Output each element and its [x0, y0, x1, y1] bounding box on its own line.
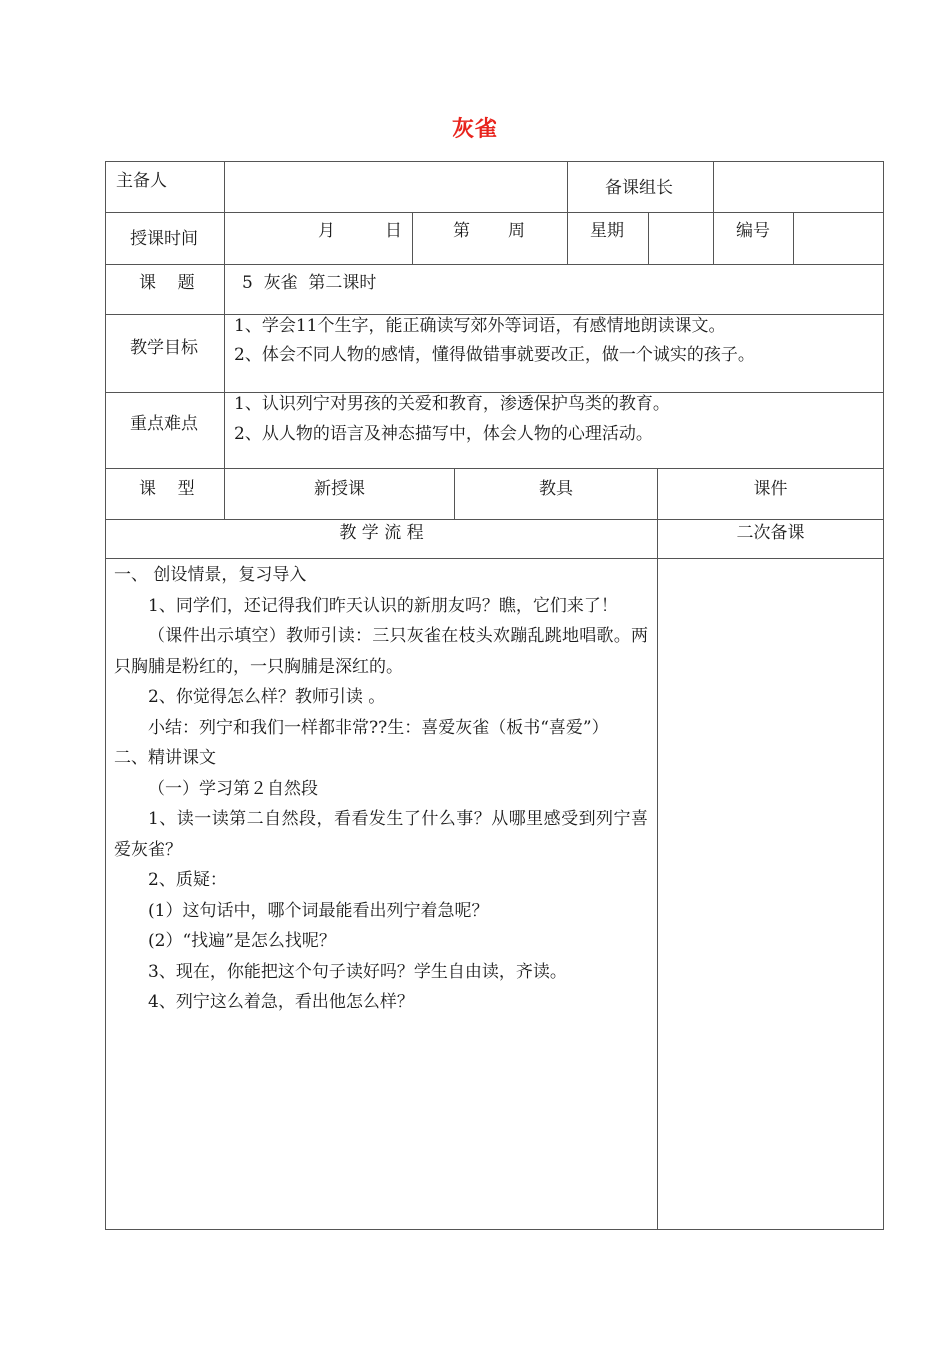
row-divider — [105, 558, 884, 559]
col-divider — [224, 161, 225, 519]
flow-header: 教 学 流 程 — [339, 523, 424, 543]
goal-item: 1、学会11个生字，能正确读写郊外等词语，有感情地朗读课文。 — [234, 316, 726, 336]
table-border-bottom — [105, 1229, 884, 1230]
document-title: 灰雀 — [451, 117, 498, 142]
col-divider — [793, 212, 794, 264]
time-label: 授课时间 — [130, 229, 198, 249]
flow-paragraph: (2）“找遍”是怎么找呢？ — [148, 931, 336, 951]
col-divider — [567, 161, 568, 213]
key-points-label: 重点难点 — [130, 414, 198, 434]
flow-section-heading: 一、 创设情景，复习导入 — [114, 565, 307, 585]
month-label: 月 — [318, 221, 335, 241]
week-suffix: 周 — [508, 221, 525, 241]
row-divider — [105, 212, 884, 213]
flow-section-heading: 二、精讲课文 — [114, 748, 216, 768]
lesson-type-value: 新授课 — [314, 479, 365, 499]
flow-paragraph: 2、质疑： — [148, 870, 227, 890]
flow-paragraph: 2、你觉得怎么样？教师引读 。 — [148, 687, 386, 707]
row-divider — [105, 468, 884, 469]
flow-paragraph: 小结：列宁和我们一样都非常??生：喜爱灰雀（板书“喜爱”） — [148, 717, 609, 738]
goal-item: 2、体会不同人物的感情，懂得做错事就要改正，做一个诚实的孩子。 — [234, 345, 755, 365]
second-prep-header: 二次备课 — [736, 523, 805, 543]
weekday-label: 星期 — [590, 221, 624, 241]
group-leader-label: 备课组长 — [605, 178, 673, 198]
key-point-item: 2、从人物的语言及神态描写中，体会人物的心理活动。 — [234, 424, 653, 444]
col-divider — [657, 468, 658, 1230]
row-divider — [105, 314, 884, 315]
table-border-right — [883, 161, 884, 1230]
flow-paragraph: 4、列宁这么着急，看出他怎么样？ — [148, 992, 414, 1012]
lesson-type-label: 课 型 — [139, 479, 195, 499]
col-divider — [412, 212, 413, 264]
col-divider — [648, 212, 649, 264]
topic-value: 5 灰雀 第二课时 — [242, 273, 377, 293]
flow-paragraph: 1、读一读第二自然段，看看发生了什么事？从哪里感受到列宁喜爱灰雀？ — [114, 809, 648, 860]
table-border-top — [105, 161, 884, 162]
tools-label: 教具 — [539, 479, 573, 499]
flow-paragraph: 3、现在，你能把这个句子读好吗？学生自由读，齐读。 — [148, 961, 567, 982]
lead-label: 主备人 — [116, 171, 167, 191]
row-divider — [105, 264, 884, 265]
week-prefix: 第 — [453, 221, 470, 241]
col-divider — [567, 212, 568, 264]
col-divider — [713, 161, 714, 265]
key-point-item: 1、认识列宁对男孩的关爱和教育，渗透保护鸟类的教育。 — [234, 394, 670, 414]
goals-label: 教学目标 — [130, 338, 198, 358]
flow-paragraph: (1）这句话中，哪个词最能看出列宁着急呢？ — [148, 900, 489, 921]
table-border-left — [105, 161, 106, 1230]
tools-value: 课件 — [753, 479, 788, 499]
day-label: 日 — [385, 221, 402, 241]
row-divider — [105, 519, 884, 520]
number-label: 编号 — [736, 221, 770, 241]
teaching-flow — [114, 560, 648, 1018]
flow-paragraph: （一）学习第２自然段 — [148, 778, 318, 799]
flow-paragraph: 1、同学们，还记得我们昨天认识的新朋友吗？瞧，它们来了！ — [148, 595, 618, 616]
flow-paragraph: （课件出示填空）教师引读：三只灰雀在枝头欢蹦乱跳地唱歌。两只胸脯是粉红的，一只胸脯是深红的。 — [114, 626, 648, 677]
topic-label: 课 题 — [139, 273, 195, 293]
row-divider — [105, 392, 884, 393]
